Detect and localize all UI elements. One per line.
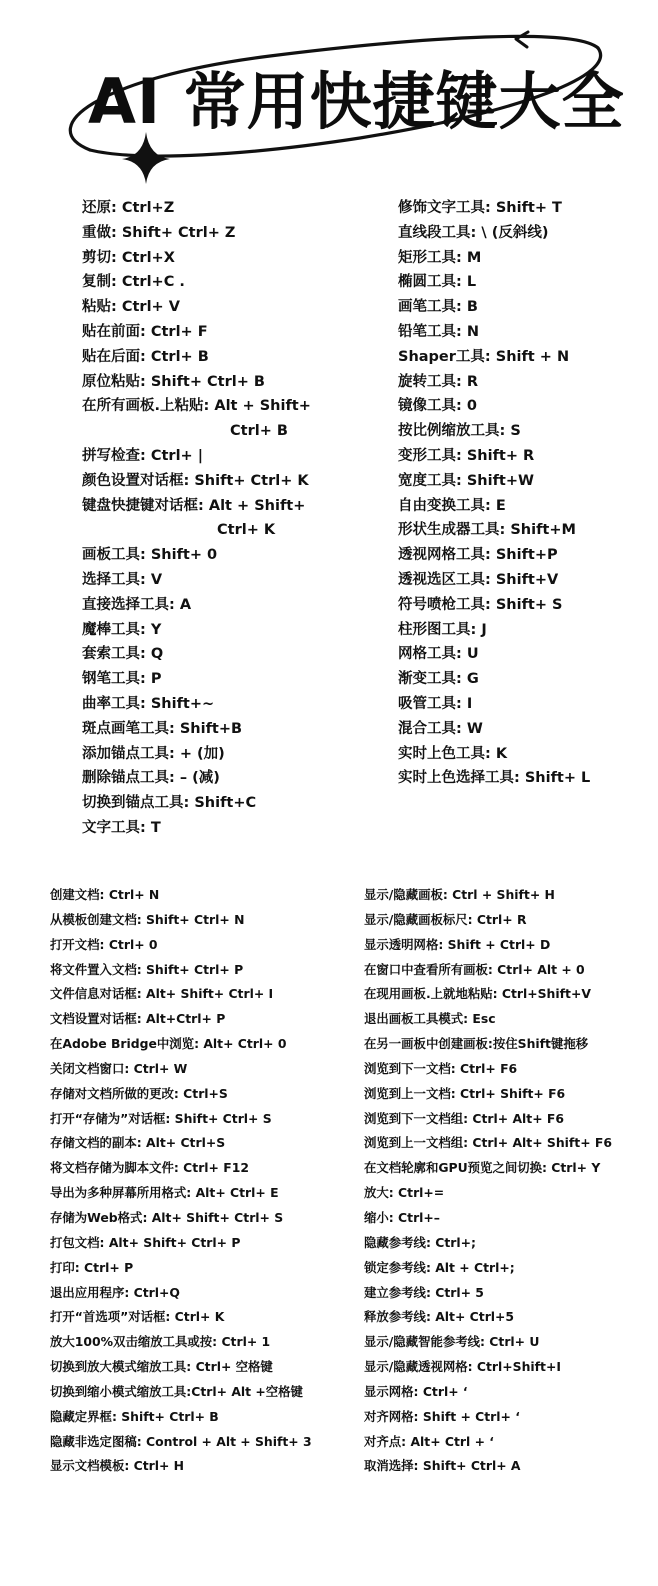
section2-right-column	[364, 883, 612, 1479]
shortcut-item: 柱形图工具: J	[398, 621, 487, 638]
shortcut-item: 粘贴: Ctrl+ V	[82, 299, 180, 316]
shortcut-item: 在所有画板.上粘贴: Alt + Shift+	[82, 398, 311, 415]
shortcut-item: 缩小: Ctrl+–	[364, 1209, 441, 1225]
shortcut-item: 将文档存储为脚本文件: Ctrl+ F12	[50, 1160, 249, 1176]
shortcut-item: 导出为多种屏幕所用格式: Alt+ Ctrl+ E	[50, 1185, 279, 1201]
shortcut-item: 显示透明网格: Shift + Ctrl+ D	[364, 936, 551, 952]
shortcut-item: 网格工具: U	[398, 646, 479, 663]
shortcut-item: 渐变工具: G	[398, 671, 479, 688]
shortcut-item: 直线段工具: \ (反斜线)	[398, 224, 549, 241]
shortcut-item: 显示文档模板: Ctrl+ H	[50, 1458, 185, 1474]
shortcut-item: 拼写检查: Ctrl+ |	[82, 447, 204, 464]
title-banner	[0, 0, 658, 190]
shortcut-item: 添加锚点工具: + (加)	[82, 745, 225, 762]
shortcut-item: 镜像工具: 0	[398, 398, 477, 415]
shortcut-item: 从模板创建文档: Shift+ Ctrl+ N	[50, 911, 245, 927]
shortcut-item: 显示/隐藏画板标尺: Ctrl+ R	[364, 911, 527, 927]
shortcut-item: 画笔工具: B	[398, 299, 478, 316]
shortcut-item: 隐藏参考线: Ctrl+;	[364, 1234, 476, 1250]
shortcut-item: 修饰文字工具: Shift+ T	[398, 200, 562, 216]
shortcut-item: 切换到缩小模式缩放工具:Ctrl+ Alt +空格键	[50, 1383, 303, 1399]
shortcut-item: 键盘快捷键对话框: Alt + Shift+	[82, 497, 306, 514]
shortcut-item: 矩形工具: M	[398, 249, 482, 266]
shortcut-item: 在现用画板.上就地粘贴: Ctrl+Shift+V	[364, 986, 591, 1002]
shortcut-item: 存储对文档所做的更改: Ctrl+S	[50, 1085, 228, 1101]
shortcut-item: 对齐点: Alt+ Ctrl + ‘	[364, 1433, 494, 1449]
shortcut-item: 重做: Shift+ Ctrl+ Z	[82, 224, 236, 241]
shortcut-item: 打印: Ctrl+ P	[50, 1259, 134, 1275]
shortcut-item: 存储为Web格式: Alt+ Shift+ Ctrl+ S	[50, 1209, 284, 1225]
shortcut-item: 放大100%双击缩放工具或按: Ctrl+ 1	[50, 1334, 271, 1350]
shortcut-item: 文字工具: T	[82, 819, 161, 836]
shortcut-item: 斑点画笔工具: Shift+B	[82, 720, 243, 737]
shortcut-item: 将文件置入文档: Shift+ Ctrl+ P	[50, 961, 244, 977]
shortcut-item: 透视网格工具: Shift+P	[398, 547, 558, 564]
shortcut-item: 在文档轮廓和GPU预览之间切换: Ctrl+ Y	[364, 1160, 601, 1176]
shortcut-item: 复制: Ctrl+C .	[82, 274, 185, 291]
shortcut-item: 透视选区工具: Shift+V	[398, 571, 559, 588]
shortcut-item: 文档设置对话框: Alt+Ctrl+ P	[50, 1011, 226, 1027]
shortcut-item: 套索工具: Q	[82, 646, 164, 663]
shortcut-item: 混合工具: W	[398, 720, 483, 737]
shortcut-item: 隐藏定界框: Shift+ Ctrl+ B	[50, 1408, 219, 1424]
shortcut-item: 贴在前面: Ctrl+ F	[82, 323, 208, 340]
shortcut-item: 曲率工具: Shift+~	[82, 695, 215, 712]
shortcut-item: 按比例缩放工具: S	[398, 423, 521, 440]
shortcut-item: 在另一画板中创建画板:按住Shift键拖移	[364, 1036, 589, 1052]
shortcut-item: 打开文档: Ctrl+ 0	[50, 936, 158, 952]
shortcut-item: 显示/隐藏智能参考线: Ctrl+ U	[364, 1334, 540, 1350]
shortcut-item: 符号喷枪工具: Shift+ S	[398, 596, 563, 613]
shortcut-item: 隐藏非选定图稿: Control + Alt + Shift+ 3	[50, 1433, 312, 1449]
shortcut-item: 浏览到下一文档: Ctrl+ F6	[364, 1060, 518, 1076]
shortcut-item: 切换到放大模式缩放工具: Ctrl+ 空格键	[50, 1359, 273, 1375]
shortcut-item: 剪切: Ctrl+X	[82, 249, 175, 266]
shortcut-item: 显示/隐藏透视网格: Ctrl+Shift+I	[364, 1359, 561, 1375]
shortcut-item: 浏览到上一文档: Ctrl+ Shift+ F6	[364, 1085, 566, 1101]
shortcut-item: 吸管工具: I	[398, 695, 473, 712]
shortcut-item-continuation: Ctrl+ B	[230, 423, 288, 440]
shortcut-item: 原位粘贴: Shift+ Ctrl+ B	[82, 373, 265, 390]
section1-right-column	[398, 196, 590, 791]
shortcut-item: 实时上色选择工具: Shift+ L	[398, 770, 591, 787]
shortcut-item-continuation: Ctrl+ K	[217, 522, 276, 539]
shortcut-item: 旋转工具: R	[398, 373, 479, 390]
shortcut-item: 创建文档: Ctrl+ N	[50, 887, 160, 902]
shortcut-item: 删除锚点工具: – (减)	[82, 770, 220, 787]
shortcut-item: 铅笔工具: N	[398, 323, 479, 340]
shortcut-item: 钢笔工具: P	[82, 671, 162, 688]
shortcut-item: 打开“存储为”对话框: Shift+ Ctrl+ S	[50, 1110, 272, 1126]
shortcut-item: 切换到锚点工具: Shift+C	[82, 795, 257, 812]
shortcut-item: 自由变换工具: E	[398, 497, 506, 514]
shortcut-item: 存储文档的副本: Alt+ Ctrl+S	[50, 1135, 226, 1151]
shortcut-item: 浏览到下一文档组: Ctrl+ Alt+ F6	[364, 1110, 565, 1126]
shortcut-item: 贴在后面: Ctrl+ B	[82, 348, 209, 365]
section2-left-column	[50, 883, 312, 1479]
shortcut-item: 直接选择工具: A	[82, 596, 192, 613]
shortcut-item: Shaper工具: Shift + N	[398, 348, 570, 365]
shortcut-item: 变形工具: Shift+ R	[398, 447, 535, 464]
shortcut-item: 退出应用程序: Ctrl+Q	[50, 1284, 180, 1300]
shortcut-item: 形状生成器工具: Shift+M	[398, 522, 576, 539]
shortcut-item: 建立参考线: Ctrl+ 5	[364, 1284, 484, 1300]
page-title: AI 常用快捷键大全	[88, 65, 625, 138]
shortcut-item: 取消选择: Shift+ Ctrl+ A	[364, 1458, 521, 1474]
shortcut-item: 关闭文档窗口: Ctrl+ W	[50, 1060, 188, 1076]
shortcut-item: 实时上色工具: K	[398, 745, 508, 762]
shortcut-item: 在Adobe Bridge中浏览: Alt+ Ctrl+ 0	[50, 1036, 287, 1052]
shortcut-item: 打开“首选项”对话框: Ctrl+ K	[50, 1309, 225, 1325]
shortcut-item: 文件信息对话框: Alt+ Shift+ Ctrl+ I	[50, 986, 274, 1002]
shortcut-item: 放大: Ctrl+=	[364, 1185, 445, 1201]
shortcut-item: 椭圆工具: L	[398, 274, 477, 291]
orbit-arrow-icon	[516, 32, 528, 47]
shortcut-item: 颜色设置对话框: Shift+ Ctrl+ K	[82, 472, 309, 489]
shortcut-item: 打包文档: Alt+ Shift+ Ctrl+ P	[50, 1234, 241, 1250]
shortcut-item: 显示/隐藏画板: Ctrl + Shift+ H	[364, 887, 555, 902]
shortcut-item: 退出画板工具模式: Esc	[364, 1011, 496, 1027]
shortcut-item: 显示网格: Ctrl+ ‘	[364, 1383, 468, 1399]
shortcut-item: 对齐网格: Shift + Ctrl+ ‘	[364, 1408, 520, 1424]
shortcut-item: 锁定参考线: Alt + Ctrl+;	[364, 1259, 515, 1275]
section1-left-column	[82, 196, 311, 841]
shortcut-item: 魔棒工具: Y	[82, 621, 162, 638]
shortcut-item: 在窗口中查看所有画板: Ctrl+ Alt + 0	[364, 961, 585, 977]
shortcut-item: 还原: Ctrl+Z	[82, 200, 175, 216]
shortcut-item: 画板工具: Shift+ 0	[82, 547, 218, 564]
shortcut-item: 宽度工具: Shift+W	[398, 472, 534, 489]
shortcut-item: 选择工具: V	[82, 571, 163, 588]
shortcut-item: 释放参考线: Alt+ Ctrl+5	[364, 1309, 515, 1325]
shortcut-item: 浏览到上一文档组: Ctrl+ Alt+ Shift+ F6	[364, 1135, 613, 1151]
